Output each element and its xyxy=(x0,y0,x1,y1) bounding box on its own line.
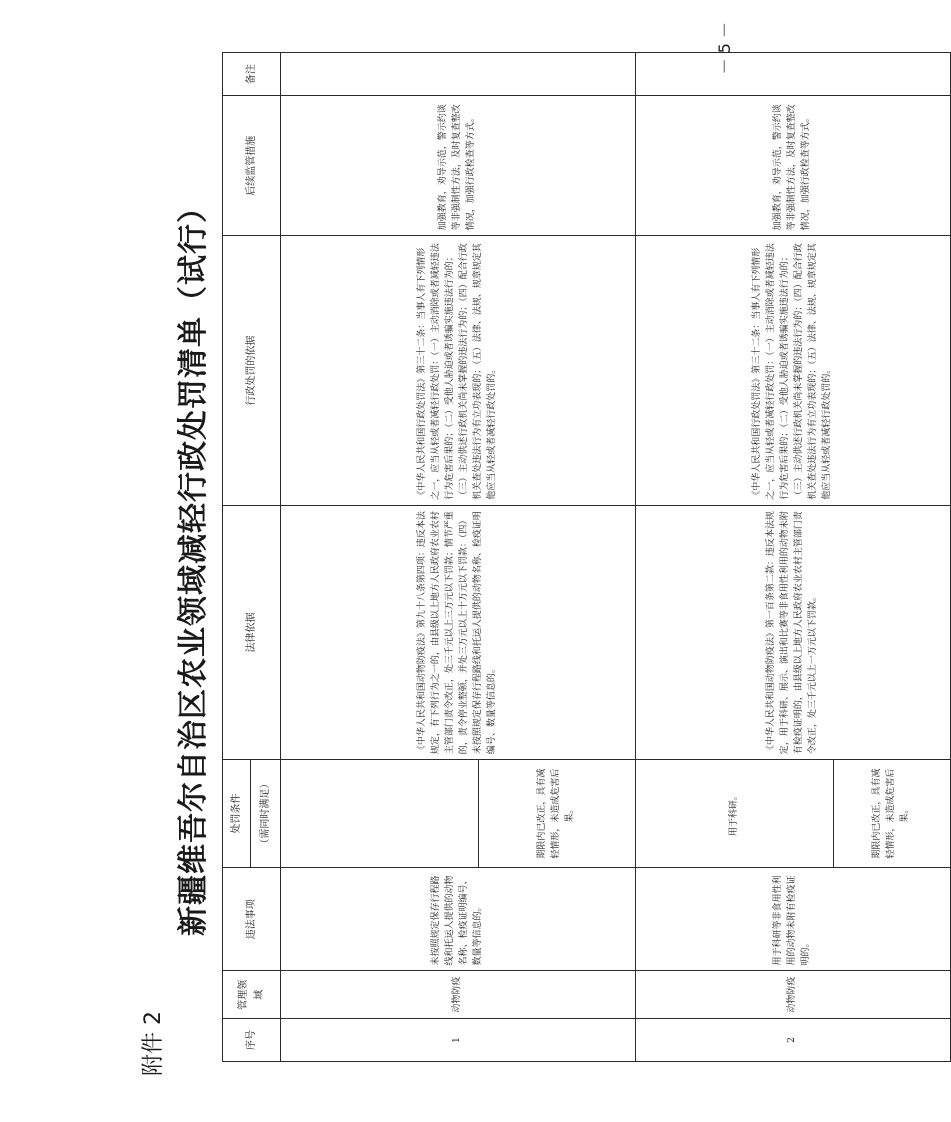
header-condition-sub: （需同时满足） xyxy=(251,760,281,868)
header-violation: 违法事项 xyxy=(223,867,281,970)
header-penalty-basis: 行政处罚的依据 xyxy=(223,236,281,505)
attachment-label: 附件 2 xyxy=(141,1011,166,1076)
row-penalty-basis: 《中华人民共和国行政处罚法》第三十二条：当事人有下列情形之一，应当从轻或者减轻行政处罚：（一）主动消除或者减轻违法行为危害后果的；（二）受他人胁迫或者诱骗实施违法行为的；（三）主动供述行政机关尚未掌握的违法行为的；（四）配合行政机关查处违法行为有立功表现的；（五）法律、法规、规章规定其他应当从轻或者减轻行政处罚的。 xyxy=(636,236,951,505)
table-row xyxy=(636,53,834,1062)
header-seq: 序号 xyxy=(223,1018,281,1061)
penalty-table xyxy=(222,52,951,1062)
row-condition: 用于科研。 xyxy=(636,760,834,868)
row-violation: 用于科研等非食用性利用的动物未附有检疫证明的。 xyxy=(636,867,951,970)
row-condition xyxy=(281,760,479,868)
row-seq: 2 xyxy=(636,1018,951,1061)
header-legal-basis: 法律依据 xyxy=(223,505,281,759)
row-supervision: 加强教育，劝导示范，警示约谈等非强制性方法，及时复查整改情况，加强行政检查等方式。 xyxy=(281,96,636,236)
row-legal-basis: 《中华人民共和国动物防疫法》第九十八条第四项：违反本法规定，有下列行为之一的，由县级以上地方人民政府农业农村主管部门责令改正，处三千元以上三万元以下罚款；情节严重的，责令停业整顿，并处三万元以上十万元以下罚款：（四）未按照规定保存行程路线和托运人提供的动物名称、检疫证明编号、数量等信息的。 xyxy=(281,505,636,759)
header-condition: 处罚条件 xyxy=(223,760,251,868)
row-supervision: 加强教育，劝导示范，警示约谈等非强制性方法，及时复查整改情况，加强行政检查等方式。 xyxy=(636,96,951,236)
row-domain: 动物防疫 xyxy=(636,971,951,1018)
header-supervision: 后续监管措施 xyxy=(223,96,281,236)
row-legal-basis: 《中华人民共和国动物防疫法》第一百条第二款：违反本法规定，用于科研、展示、演出和比赛等非食用性利用的动物未附有检疫证明的，由县级以上地方人民政府农业农村主管部门责令改正，处三千元以上一万元以下罚款。 xyxy=(636,505,951,759)
row-seq: 1 xyxy=(281,1018,636,1061)
row-condition-sub: 期限内已改正，具有减轻情形，未造成危害后果。 xyxy=(834,760,951,868)
page-title: 新疆维吾尔自治区农业领域减轻行政处罚清单（试行） xyxy=(176,192,211,936)
row-condition-sub: 期限内已改正，具有减轻情形，未造成危害后果。 xyxy=(479,760,636,868)
page-number: － 5 － xyxy=(715,22,734,75)
header-row xyxy=(223,53,251,1062)
row-penalty-basis: 《中华人民共和国行政处罚法》第三十二条：当事人有下列情形之一，应当从轻或者减轻行政处罚：（一）主动消除或者减轻违法行为危害后果的；（二）受他人胁迫或者诱骗实施违法行为的；（三）主动供述行政机关尚未掌握的违法行为的；（四）配合行政机关查处违法行为有立功表现的；（五）法律、法规、规章规定其他应当从轻或者减轻行政处罚的。 xyxy=(281,236,636,505)
header-remarks: 备注 xyxy=(223,53,281,96)
row-remarks xyxy=(636,53,951,96)
header-domain: 管理领域 xyxy=(223,971,281,1018)
row-remarks xyxy=(281,53,636,96)
row-domain: 动物防疫 xyxy=(281,971,636,1018)
row-violation: 未按照规定保存行程路线和托运人提供的动物名称、检疫证明编号、数量等信息的。 xyxy=(281,867,636,970)
table-row xyxy=(281,53,479,1062)
